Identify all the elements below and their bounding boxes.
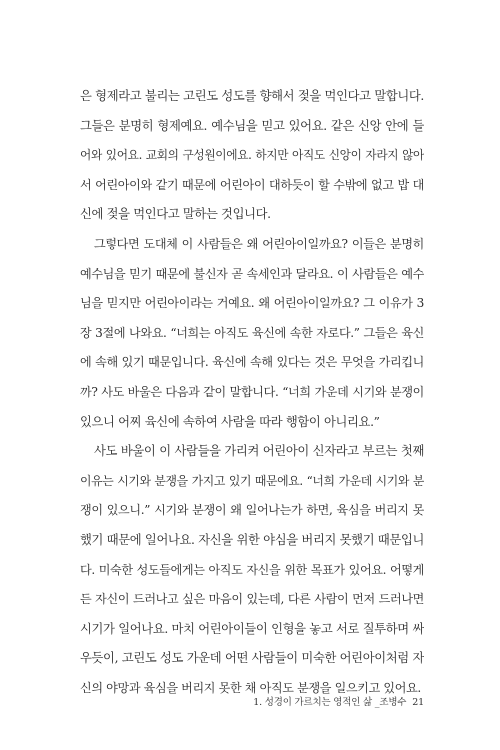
text-line: 장 3절에 나와요. “너희는 아직도 육신에 속한 자로다.” 그들은 육신 (80, 325, 424, 340)
text-line: 든 자신이 드러나고 싶은 마음이 있는데, 다른 사람이 먼저 드러나면 (80, 592, 424, 607)
text-line: 시기가 일어나요. 마치 어린아이들이 인형을 놓고 서로 질투하며 싸 (80, 621, 424, 636)
text-line: 님을 믿지만 어린아이라는 거예요. 왜 어린아이일까요? 그 이유가 3 (80, 296, 424, 311)
text-line: 사도 바울이 이 사람들을 가리켜 어린아이 신자라고 부르는 첫째 (94, 444, 424, 459)
text-line: 그들은 분명히 형제예요. 예수님을 믿고 있어요. 같은 신앙 안에 들 (80, 118, 424, 133)
body-text (80, 82, 424, 703)
text-line: 이유는 시기와 분쟁을 가지고 있기 때문에요. “너희 가운데 시기와 분 (80, 473, 424, 488)
text-line: 있으니 어찌 육신에 속하여 사람을 따라 행함이 아니리요.” (80, 414, 380, 429)
text-line: 어와 있어요. 교회의 구성원이에요. 하지만 아직도 신앙이 자라지 않아 (80, 148, 424, 163)
text-line: 예수님을 믿기 때문에 불신자 곧 속세인과 달라요. 이 사람들은 예수 (80, 266, 424, 281)
text-line: 우듯이, 고린도 성도 가운데 어떤 사람들이 미숙한 어린아이처럼 자 (80, 651, 424, 666)
page-number: 21 (412, 697, 424, 708)
text-line: 은 형제라고 불리는 고린도 성도를 향해서 젖을 먹인다고 말합니다. (80, 89, 424, 103)
text-line: 그렇다면 도대체 이 사람들은 왜 어린아이일까요? 이들은 분명히 (94, 236, 424, 251)
text-line: 에 속해 있기 때문입니다. 육신에 속해 있다는 것은 무엇을 가리킵니 (80, 355, 424, 370)
page-footer (253, 694, 424, 708)
text-line: 신의 야망과 육심을 버리지 못한 채 아직도 분쟁을 일으키고 있어요. (80, 680, 421, 695)
text-line: 신에 젖을 먹인다고 말하는 것입니다. (80, 207, 271, 222)
text-line: 쟁이 있으니.” 시기와 분쟁이 왜 일어나는가 하면, 육심을 버리지 못 (80, 503, 424, 518)
running-title: 1. 성경이 가르치는 영적인 삶 _조병수 (253, 697, 407, 708)
text-line: 까? 사도 바울은 다음과 같이 말합니다. “너희 가운데 시기와 분쟁이 (80, 384, 424, 399)
text-line: 했기 때문에 일어나요. 자신을 위한 야심을 버리지 못했기 때문입니 (80, 532, 424, 547)
text-line: 서 어린아이와 같기 때문에 어린아이 대하듯이 할 수밖에 없고 밥 대 (80, 177, 424, 192)
text-line: 다. 미숙한 성도들에게는 아직도 자신을 위한 목표가 있어요. 어떻게 (80, 562, 424, 577)
